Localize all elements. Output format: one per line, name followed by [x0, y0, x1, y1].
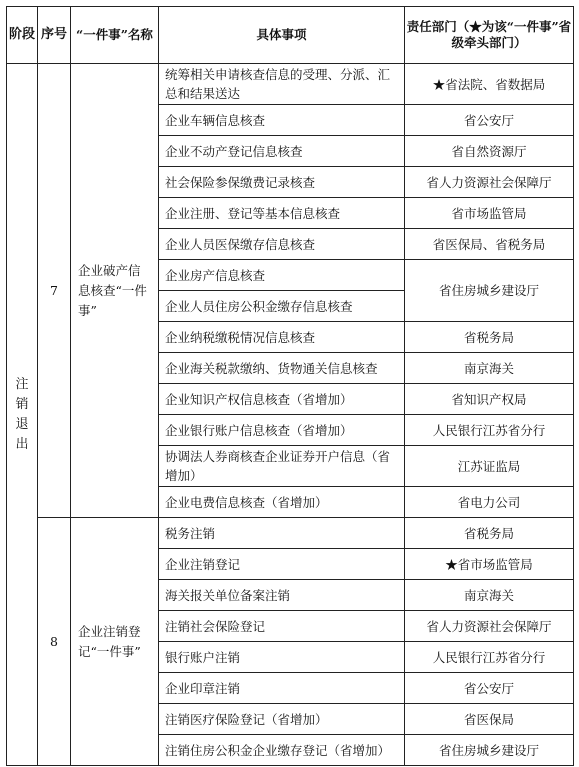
dept-cell: 人民银行江苏省分行: [405, 415, 574, 446]
matters-table: [6, 6, 574, 766]
dept-cell: 省公安厅: [405, 673, 574, 704]
dept-cell: 省税务局: [405, 322, 574, 353]
header-item: 具体事项: [159, 7, 405, 64]
dept-cell: 省医保局、省税务局: [405, 229, 574, 260]
item-cell: 企业银行账户信息核查（省增加）: [159, 415, 405, 446]
dept-cell: 省住房城乡建设厅: [405, 735, 574, 766]
item-cell: 统筹相关申请核查信息的受理、分派、汇总和结果送达: [159, 64, 405, 105]
item-cell: 协调法人券商核查企业证券开户信息（省增加）: [159, 446, 405, 487]
table-row: [7, 518, 574, 549]
matter-name-cell: 企业注销登记“一件事”: [71, 518, 159, 766]
item-cell: 社会保险参保缴费记录核查: [159, 167, 405, 198]
dept-cell: 省医保局: [405, 704, 574, 735]
item-cell: 企业知识产权信息核查（省增加）: [159, 384, 405, 415]
dept-cell: 省人力资源社会保障厅: [405, 611, 574, 642]
dept-cell: 省人力资源社会保障厅: [405, 167, 574, 198]
header-dept: 责任部门（★为该“一件事”省级牵头部门）: [405, 7, 574, 64]
table-row: [7, 64, 574, 105]
dept-cell: 省税务局: [405, 518, 574, 549]
header-seq: 序号: [38, 7, 71, 64]
matter-name-cell: 企业破产信息核查“一件事”: [71, 64, 159, 518]
dept-cell: ★省市场监管局: [405, 549, 574, 580]
dept-cell: 江苏证监局: [405, 446, 574, 487]
item-cell: 注销社会保险登记: [159, 611, 405, 642]
item-cell: 企业车辆信息核查: [159, 105, 405, 136]
item-cell: 银行账户注销: [159, 642, 405, 673]
dept-cell: 南京海关: [405, 580, 574, 611]
item-cell: 企业不动产登记信息核查: [159, 136, 405, 167]
item-cell: 企业人员住房公积金缴存信息核查: [159, 291, 405, 322]
dept-cell: 省市场监管局: [405, 198, 574, 229]
item-cell: 企业房产信息核查: [159, 260, 405, 291]
dept-cell: 省公安厅: [405, 105, 574, 136]
item-cell: 企业人员医保缴存信息核查: [159, 229, 405, 260]
seq-cell: 7: [38, 64, 71, 518]
header-row: [7, 7, 574, 64]
dept-cell: 省知识产权局: [405, 384, 574, 415]
dept-cell: 人民银行江苏省分行: [405, 642, 574, 673]
seq-cell: 8: [38, 518, 71, 766]
item-cell: 企业电费信息核查（省增加）: [159, 487, 405, 518]
item-cell: 税务注销: [159, 518, 405, 549]
stage-cell: [7, 64, 38, 766]
item-cell: 企业纳税缴税情况信息核查: [159, 322, 405, 353]
item-cell: 注销住房公积金企业缴存登记（省增加）: [159, 735, 405, 766]
dept-cell: 南京海关: [405, 353, 574, 384]
stage-label: 注销退出: [15, 376, 29, 452]
dept-cell: 省自然资源厅: [405, 136, 574, 167]
dept-cell: 省住房城乡建设厅: [405, 260, 574, 322]
dept-cell: 省电力公司: [405, 487, 574, 518]
header-stage: 阶段: [7, 7, 38, 64]
item-cell: 企业海关税款缴纳、货物通关信息核查: [159, 353, 405, 384]
dept-cell: ★省法院、省数据局: [405, 64, 574, 105]
item-cell: 海关报关单位备案注销: [159, 580, 405, 611]
item-cell: 企业印章注销: [159, 673, 405, 704]
header-name: “一件事”名称: [71, 7, 159, 64]
item-cell: 注销医疗保险登记（省增加）: [159, 704, 405, 735]
item-cell: 企业注销登记: [159, 549, 405, 580]
item-cell: 企业注册、登记等基本信息核查: [159, 198, 405, 229]
